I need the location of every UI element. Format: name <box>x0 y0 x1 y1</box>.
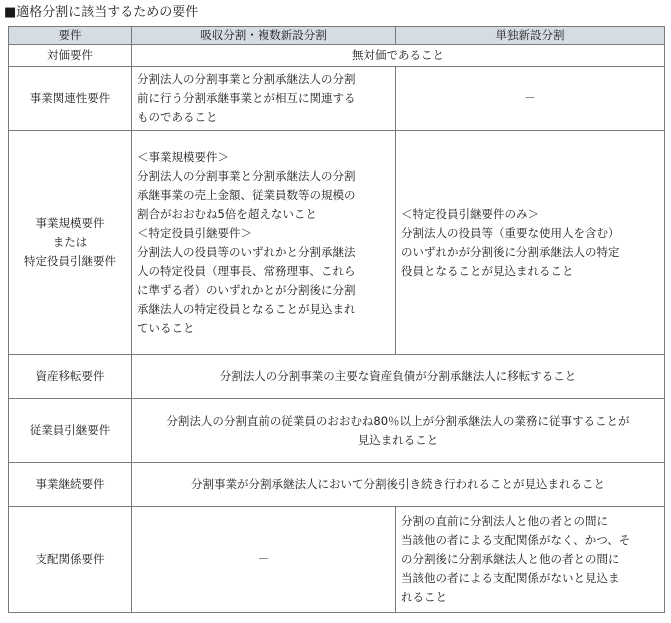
business-relation-single-cell: － <box>396 67 665 131</box>
control-absorption-cell: － <box>132 507 396 613</box>
cell-line: 分割法人の分割直前の従業員のおおむね80％以上が分割承継法人の業務に従事することが <box>166 413 630 428</box>
row-label: 対価要件 <box>9 45 132 67</box>
scale-single-cell <box>396 131 665 355</box>
cell-line: に準ずる者）のいずれかとが分割後に分割 <box>137 282 356 297</box>
row-label-scale <box>9 131 132 355</box>
row-business-relation <box>9 67 665 131</box>
cell-line: 分割の直前に分割法人と他の者との間に <box>401 514 608 528</box>
continuation-merged-cell: 分割事業が分割承継法人において分割後引き続き行われることが見込まれること <box>132 463 665 507</box>
cell-line: 分割法人の分割事業と分割承継法人の分割 <box>137 72 356 86</box>
row-label-line: または <box>52 235 88 249</box>
cell-line: 人の特定役員（理事長、常務理事、これら <box>137 263 356 278</box>
row-employee <box>9 399 665 463</box>
cell-line: ＜事業規模要件＞ <box>137 149 229 164</box>
row-control <box>9 507 665 613</box>
document-title: ■適格分割に該当するための要件 <box>4 5 199 20</box>
cell-line: 当該他の者による支配関係がなく、かつ、そ <box>401 533 631 547</box>
control-single-cell <box>396 507 665 613</box>
cell-line: 分割法人の役員等のいずれかと分割承継法 <box>137 244 356 259</box>
cell-line: 当該他の者による支配関係がないと見込ま <box>401 571 620 585</box>
cell-line: ていること <box>137 320 195 335</box>
cell-line: ＜特定役員引継要件のみ＞ <box>401 206 539 221</box>
cell-line: 役員となることが見込まれること <box>401 263 574 278</box>
employee-merged-cell <box>132 399 665 463</box>
cell-line: 前に行う分割承継事業とが相互に関連する <box>137 91 356 105</box>
cell-line: ものであること <box>137 110 218 124</box>
row-continuation <box>9 463 665 507</box>
cell-line: 見込まれること <box>357 432 439 447</box>
scale-absorption-cell <box>132 131 396 355</box>
row-label-line: 特定役員引継要件 <box>24 254 116 268</box>
cell-line: の分割後に分割承継法人と他の者との間に <box>401 552 620 566</box>
row-label: 従業員引継要件 <box>9 399 132 463</box>
header-requirement: 要件 <box>9 27 132 45</box>
cell-line: のいずれかが分割後に分割承継法人の特定 <box>401 244 620 259</box>
row-label: 支配関係要件 <box>9 507 132 613</box>
row-label: 事業継続要件 <box>9 463 132 507</box>
business-relation-absorption-cell <box>132 67 396 131</box>
cell-line: 分割法人の分割事業と分割承継法人の分割 <box>137 168 356 183</box>
row-label: 資産移転要件 <box>9 355 132 399</box>
row-scale <box>9 131 665 355</box>
row-asset-transfer <box>9 355 665 399</box>
consideration-merged-cell: 無対価であること <box>132 45 665 67</box>
row-label: 事業関連性要件 <box>9 67 132 131</box>
cell-line: 承継事業の売上金額、従業員数等の規模の <box>137 187 356 202</box>
requirements-table <box>8 26 665 613</box>
cell-line: ＜特定役員引継要件＞ <box>137 225 252 240</box>
header-absorption: 吸収分割・複数新設分割 <box>132 27 396 45</box>
header-single: 単独新設分割 <box>396 27 665 45</box>
row-label-line: 事業規模要件 <box>35 216 105 230</box>
cell-line: 承継法人の特定役員となることが見込まれ <box>137 301 356 316</box>
cell-line: れること <box>401 590 447 604</box>
cell-line: 割合がおおむね5倍を超えないこと <box>137 206 317 221</box>
cell-line: 分割法人の役員等（重要な使用人を含む） <box>401 225 620 240</box>
row-consideration <box>9 45 665 67</box>
asset-transfer-merged-cell: 分割法人の分割事業の主要な資産負債が分割承継法人に移転すること <box>132 355 665 399</box>
header-row <box>9 27 665 45</box>
